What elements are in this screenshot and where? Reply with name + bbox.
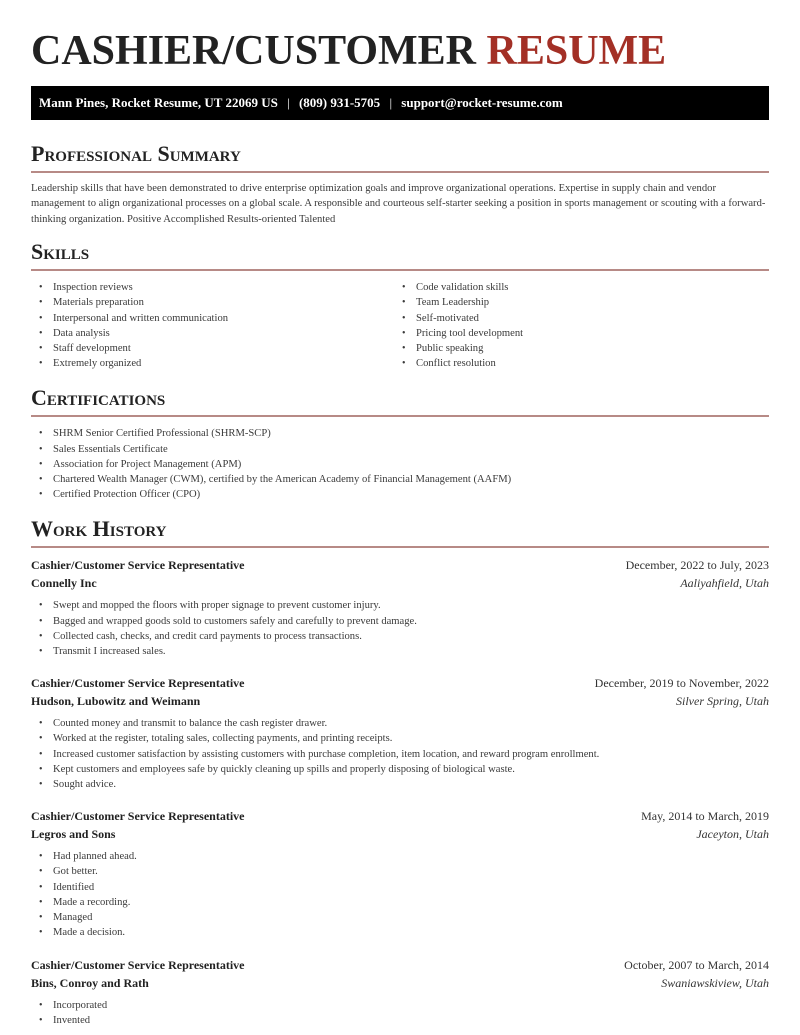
certifications-list bbox=[31, 426, 769, 502]
job-company: Legros and Sons bbox=[31, 827, 116, 842]
job-company: Bins, Conroy and Rath bbox=[31, 975, 149, 990]
job-dates: October, 2007 to March, 2014 bbox=[624, 957, 769, 972]
job-subheader bbox=[31, 825, 769, 843]
job-bullets bbox=[31, 998, 769, 1028]
job-role: Cashier/Customer Service Representative bbox=[31, 809, 245, 824]
job-entry bbox=[31, 556, 769, 659]
summary-text: Leadership skills that have been demonstrated to drive enterprise optimization goals and improve organizational operations. Expertise in supply chain and vendor management to align organizational processes on a global scale. A responsible and courteous self-starter seeking a position in sports management or scouting with a forward-thinking organization. Positive Accomplished Results-oriented Talented bbox=[31, 183, 766, 225]
skills-section bbox=[31, 239, 769, 371]
contact-separator: | bbox=[389, 95, 393, 110]
job-bullet: • Collected cash, checks, and credit card payments to process transactions. bbox=[31, 629, 769, 644]
job-bullet: • Made a recording. bbox=[31, 895, 769, 910]
job-location: Aaliyahfield, Utah bbox=[680, 576, 769, 591]
job-header bbox=[31, 556, 769, 574]
job-bullet: • Identified bbox=[31, 880, 769, 895]
section-heading-certifications: Certifications bbox=[31, 385, 769, 417]
skill-item: • Interpersonal and written communication bbox=[31, 311, 394, 326]
contact-separator: | bbox=[287, 95, 290, 110]
job-header bbox=[31, 674, 769, 692]
job-dates: May, 2014 to March, 2019 bbox=[641, 809, 769, 824]
summary-section bbox=[31, 141, 769, 227]
skill-item: • Data analysis bbox=[31, 326, 394, 341]
skill-item: • Inspection reviews bbox=[31, 280, 394, 295]
job-entry bbox=[31, 674, 769, 792]
job-role: Cashier/Customer Service Representative bbox=[31, 676, 245, 691]
job-bullet: • Managed bbox=[31, 910, 769, 925]
job-bullet: • Transmit I increased sales. bbox=[31, 644, 769, 659]
section-heading-summary: Professional Summary bbox=[31, 141, 769, 173]
job-bullet: • Swept and mopped the floors with proper signage to prevent customer injury. bbox=[31, 598, 769, 613]
job-location: Jaceyton, Utah bbox=[696, 827, 769, 842]
contact-email[interactable]: support@rocket-resume.com bbox=[401, 95, 563, 110]
job-company: Connelly Inc bbox=[31, 576, 97, 591]
job-dates: December, 2019 to November, 2022 bbox=[594, 676, 769, 691]
job-bullet: • Kept customers and employees safe by quickly cleaning up spills and properly disposing of biological waste. bbox=[31, 762, 769, 777]
job-subheader bbox=[31, 574, 769, 592]
job-bullet: • Had planned ahead. bbox=[31, 849, 769, 864]
job-subheader bbox=[31, 974, 769, 992]
job-bullet: • Sought advice. bbox=[31, 777, 769, 792]
job-bullet: • Increased customer satisfaction by assisting customers with purchase completion, item location, and reward program enrollment. bbox=[31, 747, 769, 762]
skill-item: • Staff development bbox=[31, 341, 394, 356]
skill-item: • Self-motivated bbox=[394, 311, 757, 326]
job-role: Cashier/Customer Service Representative bbox=[31, 558, 245, 573]
skills-list-left bbox=[31, 280, 394, 371]
certification-item: • SHRM Senior Certified Professional (SHRM-SCP) bbox=[31, 426, 769, 441]
skill-item: • Pricing tool development bbox=[394, 326, 757, 341]
job-entry bbox=[31, 807, 769, 940]
resume-title bbox=[31, 0, 769, 86]
certification-item: • Association for Project Management (APM) bbox=[31, 457, 769, 472]
job-bullet: • Incorporated bbox=[31, 998, 769, 1013]
job-bullet: • Got better. bbox=[31, 864, 769, 879]
skills-list-right bbox=[394, 280, 757, 371]
section-heading-skills: Skills bbox=[31, 239, 769, 271]
job-entry bbox=[31, 956, 769, 1028]
job-bullets bbox=[31, 598, 769, 659]
certifications-section bbox=[31, 385, 769, 502]
skill-item: • Code validation skills bbox=[394, 280, 757, 295]
job-bullet: • Made a decision. bbox=[31, 925, 769, 940]
job-dates: December, 2022 to July, 2023 bbox=[625, 558, 769, 573]
job-bullet: • Bagged and wrapped goods sold to customers safely and carefully to prevent damage. bbox=[31, 614, 769, 629]
job-company: Hudson, Lubowitz and Weimann bbox=[31, 694, 201, 709]
job-role: Cashier/Customer Service Representative bbox=[31, 957, 245, 972]
skill-item: • Extremely organized bbox=[31, 356, 394, 371]
title-main: CASHIER/CUSTOMER bbox=[31, 28, 476, 74]
job-location: Swaniawskiview, Utah bbox=[661, 975, 769, 990]
contact-address: Mann Pines, Rocket Resume, UT 22069 US bbox=[39, 95, 278, 110]
skill-item: • Public speaking bbox=[394, 341, 757, 356]
title-accent: RESUME bbox=[486, 28, 667, 74]
job-bullets bbox=[31, 849, 769, 940]
skill-item: • Conflict resolution bbox=[394, 356, 757, 371]
job-header bbox=[31, 956, 769, 974]
certification-item: • Sales Essentials Certificate bbox=[31, 442, 769, 457]
job-bullet: • Invented bbox=[31, 1013, 769, 1028]
work-history-section bbox=[31, 516, 769, 1027]
section-heading-work-history: Work History bbox=[31, 516, 769, 548]
skill-item: • Materials preparation bbox=[31, 295, 394, 310]
job-bullet: • Worked at the register, totaling sales, collecting payments, and printing receipts. bbox=[31, 731, 769, 746]
contact-phone: (809) 931-5705 bbox=[298, 95, 381, 110]
certification-item: • Chartered Wealth Manager (CWM), certified by the American Academy of Financial Management (AAFM) bbox=[31, 472, 769, 487]
certification-item: • Certified Protection Officer (CPO) bbox=[31, 487, 769, 502]
contact-bar bbox=[31, 86, 769, 120]
job-subheader bbox=[31, 692, 769, 710]
skill-item: • Team Leadership bbox=[394, 295, 757, 310]
job-header bbox=[31, 807, 769, 825]
job-bullets bbox=[31, 716, 769, 792]
job-location: Silver Spring, Utah bbox=[676, 694, 769, 709]
job-bullet: • Counted money and transmit to balance the cash register drawer. bbox=[31, 716, 769, 731]
skills-grid bbox=[31, 271, 769, 371]
